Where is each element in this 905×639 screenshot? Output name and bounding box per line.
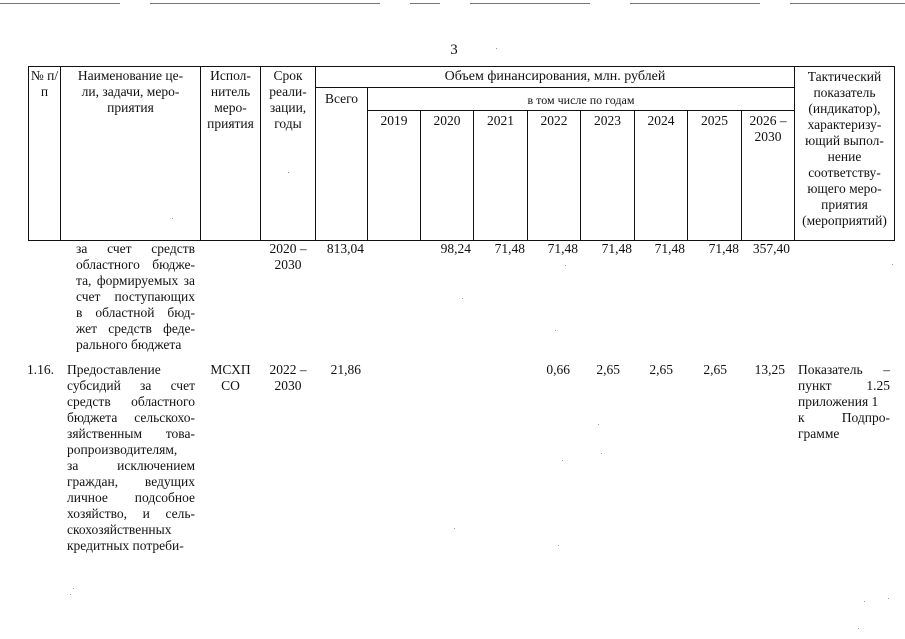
cell-text-line: счет поступающих xyxy=(76,289,195,304)
cell-text-line: личное подсобное xyxy=(67,490,195,505)
table-row-1-name xyxy=(76,241,195,353)
grid-line xyxy=(634,110,635,241)
table-row-1-2023: 71,48 xyxy=(601,241,632,256)
cell-text-line: 2030 xyxy=(274,257,302,272)
table-row-2-total: 21,86 xyxy=(330,362,361,377)
cell-text-line: жет средств феде- xyxy=(76,321,195,336)
cell-text-line: субсидий за счет xyxy=(67,378,195,393)
scan-edge xyxy=(470,3,590,4)
cell-text-line: средств областного xyxy=(67,394,195,409)
cell-text-line: 2020 – xyxy=(269,241,307,256)
table-row-2-2024: 2,65 xyxy=(649,362,673,377)
header-by-years: в том числе по годам xyxy=(527,93,635,107)
header-year-2024: 2024 xyxy=(647,113,675,128)
header-year-2020: 2020 xyxy=(433,113,461,128)
header-text-line: (мероприятий) xyxy=(802,213,887,228)
header-text-line: Испол- xyxy=(210,68,251,83)
cell-text-line: к Подпро- xyxy=(798,410,890,425)
scan-speck xyxy=(555,330,556,331)
scan-speck xyxy=(454,528,455,529)
header-col-num-label: № п/п xyxy=(30,68,59,99)
table-row-1-2022: 71,48 xyxy=(547,241,578,256)
scan-edge xyxy=(790,3,905,4)
header-text-line: приятия xyxy=(107,100,154,115)
table-row-1-total: 813,04 xyxy=(326,241,364,256)
cell-text-line: 2030 xyxy=(274,378,302,393)
grid-line xyxy=(527,110,528,241)
scan-speck xyxy=(598,424,599,425)
scan-speck xyxy=(288,172,289,173)
grid-line xyxy=(367,87,368,241)
header-text-line: зации, xyxy=(269,100,307,115)
header-text-line: меро- xyxy=(214,100,247,115)
scan-edge xyxy=(630,3,760,4)
scan-speck xyxy=(858,628,859,629)
header-total: Всего xyxy=(324,91,359,106)
grid-line xyxy=(420,110,421,241)
header-text-line: Срок xyxy=(273,68,303,83)
table-row-2-indicator xyxy=(798,362,890,442)
header-text-line: нение xyxy=(827,149,862,164)
scan-edge xyxy=(150,3,380,4)
cell-text-line: рального бюджета xyxy=(76,337,182,352)
header-year-2021: 2021 xyxy=(487,113,514,128)
header-year-2019: 2019 xyxy=(380,113,408,128)
scan-speck xyxy=(888,598,889,599)
cell-text-line: та, формируемых за xyxy=(76,273,195,288)
cell-text-line: граждан, ведущих xyxy=(67,474,195,489)
header-col-num xyxy=(29,68,60,100)
cell-text-line: грамме xyxy=(798,426,840,441)
table-row-2-num: 1.16. xyxy=(27,362,54,377)
scan-speck xyxy=(462,298,463,299)
cell-text-line: МСХП xyxy=(210,362,251,377)
cell-text-line: кредитных потреби- xyxy=(67,538,184,553)
table-row-1-2020: 98,24 xyxy=(440,241,471,256)
header-col-executor xyxy=(201,68,260,132)
scan-speck xyxy=(558,545,559,546)
header-text-line: (индикатор), xyxy=(808,101,881,116)
table-row-1-2025: 71,48 xyxy=(708,241,739,256)
cell-text-line: СО xyxy=(221,378,240,393)
header-text-line: реали- xyxy=(269,84,307,99)
scan-speck xyxy=(892,264,893,265)
scan-speck xyxy=(496,48,497,49)
table-row-2-2023: 2,65 xyxy=(596,362,620,377)
header-text-line: годы xyxy=(274,116,302,131)
header-year-2025: 2025 xyxy=(701,113,728,128)
cell-text-line: 2022 – xyxy=(269,362,307,377)
header-year-2023: 2023 xyxy=(594,113,621,128)
cell-text-line: скохозяйственных xyxy=(67,522,172,537)
cell-text-line: за счет средств xyxy=(76,241,195,256)
cell-text-line: приложения 1 xyxy=(798,394,879,409)
header-year-2026-2030: 2026 – 2030 xyxy=(749,113,787,144)
scan-speck xyxy=(172,218,173,219)
header-text-line: соответству- xyxy=(808,165,881,180)
header-text-line: Тактический xyxy=(807,69,882,84)
scan-speck xyxy=(73,588,74,589)
table-row-2-executor xyxy=(201,362,260,394)
header-text-line: Наименование це- xyxy=(77,68,184,83)
table-row-2-term xyxy=(261,362,315,394)
cell-text-line: Предоставление xyxy=(67,362,161,377)
header-text-line: показатель xyxy=(813,85,876,100)
header-col-name xyxy=(61,68,200,116)
grid-line xyxy=(315,87,794,88)
table-row-1-2024: 71,48 xyxy=(654,241,685,256)
header-indicator xyxy=(795,69,894,229)
table-row-2-name xyxy=(67,362,195,554)
header-text-line: ющего меро- xyxy=(807,181,882,196)
table-row-2-2026-2030: 13,25 xyxy=(754,362,785,377)
scan-edge xyxy=(410,3,440,4)
cell-text-line: бюджета сельскохо- xyxy=(67,410,195,425)
cell-text-line: хозяйство, и сель- xyxy=(67,506,195,521)
scan-speck xyxy=(601,453,602,454)
scan-speck xyxy=(562,460,563,461)
scan-edge xyxy=(0,3,120,4)
cell-text-line: Показатель – xyxy=(798,362,890,377)
grid-line xyxy=(28,66,895,67)
grid-line xyxy=(580,110,581,241)
header-funding: Объем финансирования, млн. рублей xyxy=(444,69,666,84)
header-text-line: нитель xyxy=(210,84,251,99)
cell-text-line: в областной бюд- xyxy=(76,305,195,320)
cell-text-line: ропроизводителям, xyxy=(67,442,178,457)
table-row-2-2022: 0,66 xyxy=(546,362,570,377)
page-number: 3 xyxy=(450,42,458,58)
table-row-1-term xyxy=(261,241,315,273)
table-row-2-2025: 2,65 xyxy=(703,362,727,377)
cell-text-line: областного бюдже- xyxy=(76,257,195,272)
header-text-line: ющий выпол- xyxy=(805,133,884,148)
scan-speck xyxy=(864,601,865,602)
header-text-line: ли, задачи, меро- xyxy=(81,84,180,99)
cell-text-line: за исключением xyxy=(67,458,195,473)
grid-line xyxy=(473,110,474,241)
grid-line xyxy=(687,110,688,241)
header-text-line: приятия xyxy=(207,116,254,131)
cell-text-line: зяйственным това- xyxy=(67,426,195,441)
table-row-1-2026-2030: 357,40 xyxy=(752,241,790,256)
table-row-1-2021: 71,48 xyxy=(494,241,525,256)
header-year-2022: 2022 xyxy=(540,113,568,128)
cell-text-line: пункт 1.25 xyxy=(798,378,890,393)
grid-line xyxy=(894,66,895,241)
header-col-term xyxy=(261,68,315,132)
header-text-line: приятия xyxy=(821,197,868,212)
scan-speck xyxy=(565,265,566,266)
header-text-line: характеризу- xyxy=(807,117,882,132)
scan-speck xyxy=(70,594,71,595)
